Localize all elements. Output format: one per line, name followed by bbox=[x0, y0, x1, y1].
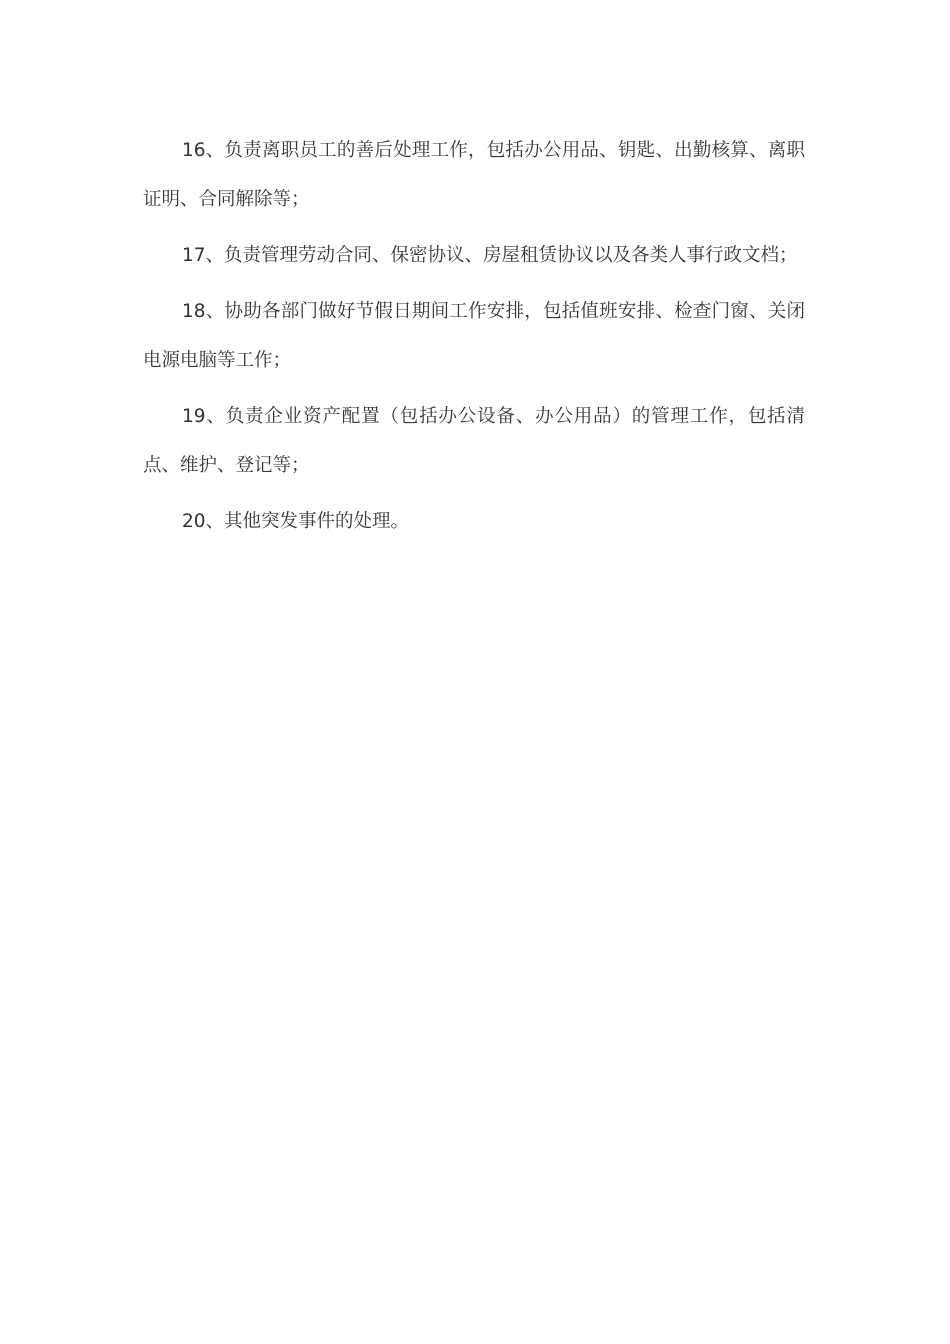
document-body bbox=[143, 126, 805, 553]
list-item-18: 18、协助各部门做好节假日期间工作安排，包括值班安排、检查门窗、关闭电源电脑等工作； bbox=[143, 301, 805, 371]
list-item-19: 19、负责企业资产配置（包括办公设备、办公用品）的管理工作，包括清点、维护、登记等； bbox=[143, 406, 805, 476]
list-item-20: 20、其他突发事件的处理。 bbox=[182, 511, 410, 532]
list-item-16: 16、负责离职员工的善后处理工作，包括办公用品、钥匙、出勤核算、离职证明、合同解除等； bbox=[143, 140, 805, 210]
list-item-17: 17、负责管理劳动合同、保密协议、房屋租赁协议以及各类人事行政文档； bbox=[182, 245, 798, 266]
